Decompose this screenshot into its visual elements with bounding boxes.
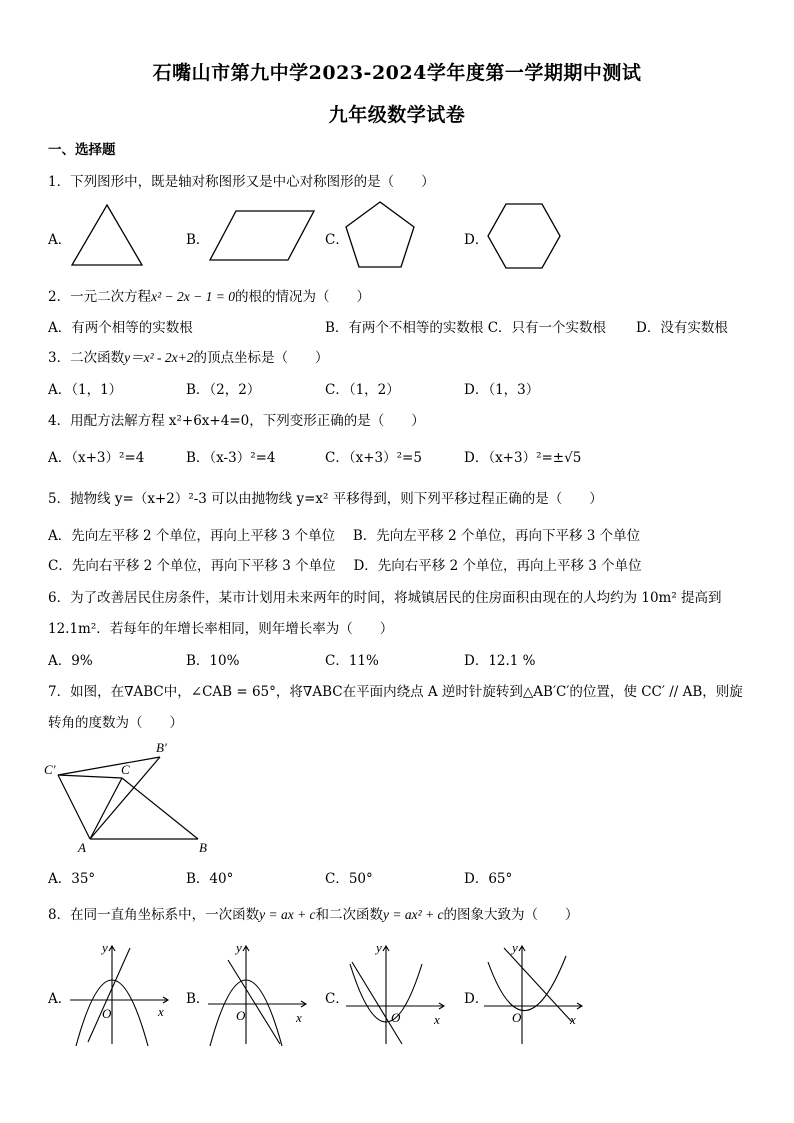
y-axis-label: y xyxy=(102,940,108,955)
q8-option-b-label: B． xyxy=(186,991,210,1007)
q1-option-b-label: B． xyxy=(186,232,210,248)
q7-option-d: D．65° xyxy=(464,871,513,887)
label-b: B xyxy=(199,840,207,855)
q3-option-a: A．（1，1） xyxy=(48,382,123,398)
segment-c-prime-b-prime xyxy=(58,757,160,775)
origin-label: O xyxy=(102,1006,112,1021)
q1-option-a-label: A． xyxy=(48,232,72,248)
q6-option-d: D．12.1 % xyxy=(464,653,536,669)
y-axis-label: y xyxy=(512,940,518,955)
q8-quadratic-eq: y = ax² + c xyxy=(383,907,444,922)
q3-pre: 3．二次函数 xyxy=(48,350,125,366)
q2-post: 的根的情况为（ ） xyxy=(234,289,370,305)
x-axis-label: x xyxy=(296,1010,302,1025)
question-6-stem-line1: 6．为了改善居民住房条件，某市计划用未来两年的时间，将城镇居民的住房面积由现在的人均约为 10m² 提高到 xyxy=(48,590,722,606)
section-heading: 一、选择题 xyxy=(48,142,116,158)
question-3-stem xyxy=(48,346,328,366)
parallelogram-icon xyxy=(208,208,318,263)
q8-linear-eq: y = ax + c xyxy=(259,907,316,922)
x-axis-label: x xyxy=(570,1012,576,1027)
q5-options-cd: C．先向右平移 2 个单位，再向下平移 3 个单位 D．先向右平移 2 个单位，再向上平移 3 个单位 xyxy=(48,558,642,574)
q4-option-c: C．（x+3）²=5 xyxy=(325,450,422,466)
x-axis-label: x xyxy=(434,1012,440,1027)
q7-option-c: C．50° xyxy=(325,871,373,887)
page-title: 石嘴山市第九中学2023-2024学年度第一学期期中测试 xyxy=(152,62,642,84)
question-7-stem-line2: 转角的度数为（ ） xyxy=(48,715,183,731)
q8-graph-b xyxy=(206,940,310,1048)
q8-graph-c xyxy=(344,940,448,1048)
q3-equation: y＝x² - 2x+2 xyxy=(124,350,194,365)
q8-option-a-label: A． xyxy=(48,991,72,1007)
q3-post: 的顶点坐标是（ ） xyxy=(193,350,329,366)
question-8-stem xyxy=(48,903,579,923)
q3-option-c: C．（1，2） xyxy=(325,382,400,398)
q8-graph-d xyxy=(482,940,586,1048)
q2-option-bc: B．有两个不相等的实数根 C．只有一个实数根 xyxy=(325,320,607,336)
q4-option-a: A．（x+3）²=4 xyxy=(48,450,145,466)
q3-option-d: D．（1，3） xyxy=(464,382,540,398)
triangle-icon xyxy=(70,202,144,268)
q2-equation: x² − 2x − 1 = 0 xyxy=(151,289,235,304)
q5-options-ab: A．先向左平移 2 个单位，再向上平移 3 个单位 B．先向左平移 2 个单位，再向下平移 3 个单位 xyxy=(48,528,641,544)
y-axis-label: y xyxy=(236,940,242,955)
q1-option-c-label: C． xyxy=(325,232,349,248)
hexagon-icon xyxy=(486,202,562,270)
label-c: C xyxy=(121,762,130,777)
q4-option-b: B．（x-3）²=4 xyxy=(186,450,276,466)
q8-option-c-label: C． xyxy=(325,991,349,1007)
q4-option-d: D．（x+3）²=±√5 xyxy=(464,450,582,466)
question-7-stem-line1: 7．如图，在∇ABC中，∠CAB = 65°，将∇ABC在平面内绕点 A 逆时针旋转到△AB′C′的位置，使 CC′ // AB，则旋 xyxy=(48,684,743,700)
q8-pre: 8．在同一直角坐标系中，一次函数 xyxy=(48,907,260,923)
q8-mid: 和二次函数 xyxy=(315,907,384,923)
question-6-stem-line2: 12.1m²．若每年的年增长率相同，则年增长率为（ ） xyxy=(48,621,394,637)
segment-cb xyxy=(122,778,198,839)
page-subtitle: 九年级数学试卷 xyxy=(328,104,466,126)
origin-label: O xyxy=(512,1010,522,1025)
q2-pre: 2．一元二次方程 xyxy=(48,289,152,305)
rotation-triangle-figure xyxy=(40,735,220,855)
label-a: A xyxy=(78,840,86,855)
x-axis-label: x xyxy=(158,1004,164,1019)
question-1-stem: 1．下列图形中，既是轴对称图形又是中心对称图形的是（ ） xyxy=(48,174,435,190)
origin-label: O xyxy=(391,1010,401,1025)
segment-ac xyxy=(90,778,122,839)
q6-option-c: C．11% xyxy=(325,653,379,669)
q3-option-b: B．（2，2） xyxy=(186,382,261,398)
question-5-stem: 5．抛物线 y=（x+2）²-3 可以由抛物线 y=x² 平移得到，则下列平移过程正确的是（ ） xyxy=(48,491,603,507)
q7-option-a: A．35° xyxy=(48,871,96,887)
question-2-stem xyxy=(48,285,370,305)
q8-post: 的图象大致为（ ） xyxy=(443,907,579,923)
q8-option-d-label: D． xyxy=(464,991,489,1007)
q8-graph-a xyxy=(68,940,172,1048)
q2-option-a: A．有两个相等的实数根 xyxy=(48,320,193,336)
origin-label: O xyxy=(236,1008,246,1023)
q6-option-a: A．9% xyxy=(48,653,93,669)
y-axis-label: y xyxy=(376,940,382,955)
pentagon-icon xyxy=(344,200,416,270)
q6-option-b: B．10% xyxy=(186,653,240,669)
label-b-prime: B′ xyxy=(156,740,167,755)
q1-option-d-label: D． xyxy=(464,232,489,248)
segment-cc-prime xyxy=(58,775,122,778)
label-c-prime: C′ xyxy=(44,762,56,777)
q7-option-b: B．40° xyxy=(186,871,234,887)
q2-option-d: D．没有实数根 xyxy=(636,320,728,336)
segment-ac-prime xyxy=(58,775,90,839)
question-4-stem: 4．用配方法解方程 x²+6x+4=0，下列变形正确的是（ ） xyxy=(48,413,425,429)
